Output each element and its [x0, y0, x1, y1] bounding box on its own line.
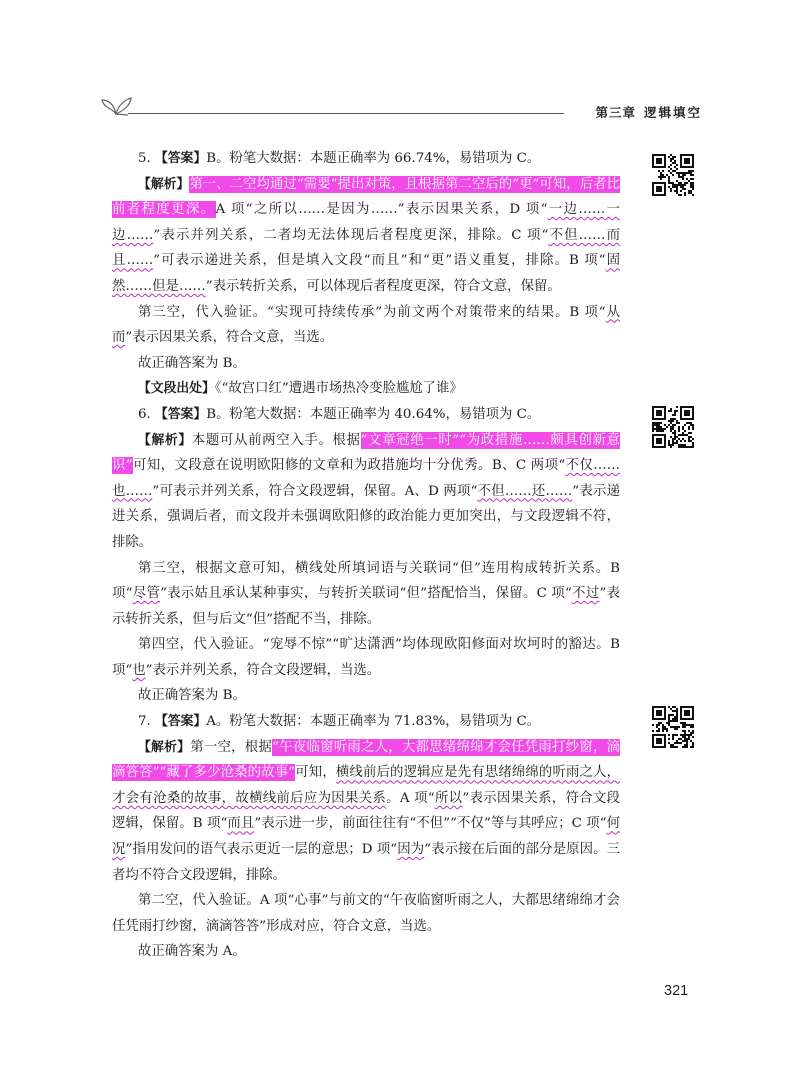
highlighted-text: 第一、二空均通过“需要”提出对策，且根据第二空后的“更”可知，后者比前者程度更深。: [112, 176, 620, 218]
wavy-underlined-text: 横线前后的逻辑应是先有思绪绵绵的听雨之人，才会有沧桑的故事，故横线前后应为因果关系: [112, 765, 621, 806]
source-tag: 【文段出处】: [138, 381, 215, 397]
wavy-underlined-text: 不过: [571, 586, 600, 602]
qr-code-icon: [652, 154, 694, 196]
text-segment: ”可表示并列关系，符合文段逻辑，保留。A、D 两项“: [152, 483, 478, 499]
wavy-underlined-text: 从而: [112, 304, 620, 346]
chapter-label: 第三章: [595, 105, 636, 120]
text-segment: 第四空，代入验证。“宠辱不惊”“旷达潇洒”均体现欧阳修面对坎坷时的豁达。B 项“: [112, 637, 620, 678]
wavy-underlined-text: 一边……一边……: [112, 202, 621, 243]
answer-tag: 【答案】: [155, 406, 207, 422]
text-segment: ”指用发问的语气表示更近一层的意思；D 项“: [125, 842, 398, 858]
chapter-title: 逻辑填空: [643, 105, 702, 120]
analysis-tag: 【解析】: [138, 176, 190, 192]
answer-explanations: [112, 146, 620, 965]
text-segment: ”表示并列关系，二者均无法体现后者程度更深，排除。C 项“: [153, 227, 549, 243]
answer-tag: 【答案】: [155, 151, 207, 166]
highlighted-text: “文章冠绝一时”“为政措施……颇具创新意识”: [112, 432, 621, 474]
q6-conclusion: 故正确答案为 B。: [138, 688, 246, 704]
qr-code-icon: [652, 406, 694, 448]
q6-answer-line: [112, 402, 620, 428]
page-number: 321: [664, 983, 689, 999]
qr-code-icon: [652, 706, 694, 748]
chapter-header: [100, 92, 702, 128]
text-segment: A 项“之所以……是因为……”表示因果关系，D 项“: [215, 202, 548, 218]
answer-tag: 【答案】: [155, 714, 207, 730]
q5-source: [112, 376, 620, 402]
wavy-underlined-text: 而且: [227, 816, 255, 832]
analysis-tag: 【解析】: [138, 432, 192, 448]
q5-conclusion: 故正确答案为 B。: [138, 355, 246, 371]
question-number: 7.: [138, 714, 151, 730]
answer-text: A。粉笔大数据：本题正确率为 71.83%，易错项为 C。: [206, 714, 541, 730]
text-segment: 第一空，根据: [190, 739, 273, 755]
wavy-underlined-text: 尽管: [132, 586, 161, 602]
text-segment: ”表示接在后面的部分是原因。三者均不符合文段逻辑，排除。: [112, 842, 620, 883]
text-segment: ”表示递进关系，强调后者，而文段并未强调欧阳修的政治能力更加突出，与文段逻辑不符，排除。: [112, 483, 620, 550]
source-text: 《“故宫口红”遭遇市场热冷变脸尴尬了谁》: [214, 381, 463, 397]
text-segment: ”表示转折关系，可以体现后者程度更深，符合文意，保留。: [205, 278, 561, 294]
question-number: 6.: [138, 406, 151, 422]
q5-answer-line: [112, 146, 620, 172]
analysis-tag: 【解析】: [138, 739, 191, 755]
header-rule: [128, 113, 564, 114]
text-segment: 。A 项“: [386, 790, 435, 806]
answer-text: B。粉笔大数据：本题正确率为 40.64%，易错项为 C。: [206, 406, 541, 422]
highlighted-text: “午夜临窗听雨之人，大都思绪绵绵才会任凭雨打纱窗，滴滴答答”“藏了多少沧桑的故事”: [112, 739, 620, 781]
q7-conclusion: 故正确答案为 A。: [138, 944, 246, 960]
wavy-underlined-text: 也: [132, 662, 146, 678]
text-segment: 第三空，代入验证。“实现可持续传承”为前文两个对策带来的结果。B 项“: [138, 304, 606, 320]
wavy-underlined-text: 不但……还……: [477, 483, 573, 499]
q6-analysis-p2: [112, 556, 620, 633]
text-segment: ”表示因果关系，符合文段逻辑，保留。B 项“: [112, 790, 621, 832]
wavy-underlined-text: 何况: [112, 816, 620, 858]
wavy-underlined-text: 所以: [434, 790, 463, 806]
wavy-underlined-text: 因为: [397, 842, 425, 858]
text-segment: ”表示因果关系，符合文意，当选。: [125, 330, 334, 346]
q6-analysis-p1: [112, 428, 620, 556]
text-segment: ”表示转折关系，但与后文“但”搭配不当，排除。: [112, 586, 620, 627]
text-segment: 可知，: [295, 765, 336, 781]
q5-analysis-p1: [112, 172, 620, 300]
text-segment: ”可表示递进关系，但是填入文段“而且”和“更”语义重复，排除。B 项“: [153, 253, 606, 269]
text-segment: 可知，文段意在说明欧阳修的文章和为政措施均十分优秀。B、C 两项“: [132, 458, 566, 474]
wavy-underlined-text: 不但……而且……: [112, 227, 621, 269]
q5-analysis-p2: [112, 300, 620, 351]
text-segment: 第三空，根据文意可知，横线处所填词语与关联词“但”连用构成转折关系。B 项“: [112, 560, 620, 602]
q7-analysis-p2: 第二空，代入验证。A 项“心事”与前文的“午夜临窗听雨之人，大都思绪绵绵才会任凭雨打纱窗，滴滴答答”形成对应，符合文意，当选。: [112, 893, 620, 934]
q7-answer-line: [112, 709, 620, 735]
q6-analysis-p3: [112, 632, 620, 683]
text-segment: ”表示姑且承认某种事实，与转折关联词“但”搭配恰当，保留。C 项“: [160, 586, 572, 602]
wavy-underlined-text: 不仅……也……: [112, 458, 621, 499]
q7-analysis-p1: [112, 735, 620, 889]
wavy-underlined-text: 固然……但是……: [112, 253, 620, 294]
text-segment: ”表示进一步，前面往往有“不但”“不仅”等与其呼应；C 项“: [254, 816, 607, 832]
answer-text: B。粉笔大数据：本题正确率为 66.74%，易错项为 C。: [206, 151, 541, 166]
text-segment: ”表示并列关系，符合文段逻辑，当选。: [145, 662, 381, 678]
question-number: 5.: [138, 151, 151, 166]
text-segment: 本题可从前两空入手。根据: [191, 432, 361, 448]
